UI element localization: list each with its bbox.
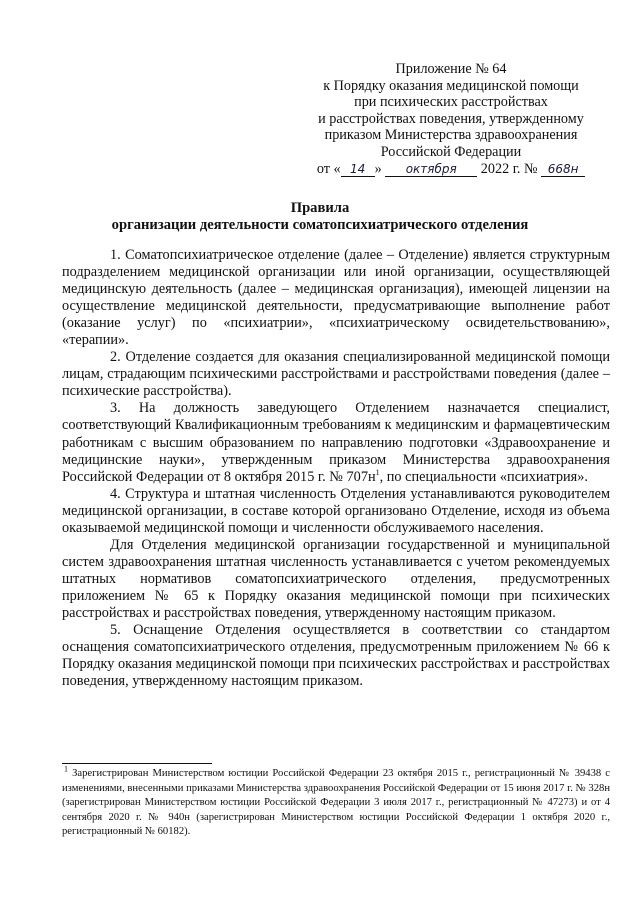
paragraph-1: 1. Соматопсихиатрическое отделение (далее – Отделение) является структурным подразделением медицинской организации или иной организации, осуществляющей медицинскую деятельность (далее – медицинская организация), имеющей лицензии на осуществление медицинской деятельности, предусматривающие выполнение работ (оказание услуг) по «психиатрии», «психиатрическому освидетельствованию», «терапии». — [62, 247, 610, 349]
appendix-line: приказом Министерства здравоохранения — [324, 127, 578, 144]
paragraph-2: 2. Отделение создается для оказания специализированной медицинской помощи лицам, страдающим психическими расстройствами и расстройствами поведения (далее – психические расстройства). — [62, 349, 610, 400]
date-prefix: от « — [316, 160, 341, 177]
paragraph-3-text: 3. На должность заведующего Отделением назначается специалист, соответствующий Квалификационным требованиям к медицинским и фармацевтическим работникам с высшим образованием по направлению подготовки «Здравоохранение и медицинские науки», утвержденным приказом Министерства здравоохранения Российской Федерации от 8 октября 2015 г. № 707н — [62, 400, 610, 485]
year-text: 2022 г. № — [480, 160, 538, 177]
appendix-line: Приложение № 64 — [395, 61, 507, 77]
footnote-text — [62, 764, 610, 840]
document-body — [62, 247, 610, 690]
date-mid: » — [374, 160, 382, 177]
title-line-1: Правила — [290, 200, 350, 216]
paragraph-3 — [62, 400, 610, 485]
appendix-line: к Порядку оказания медицинской помощи — [323, 77, 579, 94]
footnote-separator — [62, 763, 212, 764]
footnote — [62, 764, 610, 840]
appendix-header — [300, 61, 602, 177]
title-line-2: организации деятельности соматопсихиатрического отделения — [111, 217, 529, 233]
appendix-line: Российской Федерации — [380, 143, 522, 160]
handwritten-month: октября — [385, 162, 477, 177]
paragraph-4: 4. Структура и штатная численность Отделения устанавливаются руководителем медицинской организации, в составе которой организовано Отделение, исходя из объема оказываемой медицинской помощи и численности обслуживаемого населения. — [62, 485, 610, 536]
document-title — [62, 200, 578, 234]
footnote-mark: 1 — [64, 764, 68, 774]
footnote-ref: 1 — [375, 467, 380, 477]
appendix-line: и расстройствах поведения, утвержденному — [318, 110, 584, 127]
footnote-body: Зарегистрирован Министерством юстиции Российской Федерации 23 октября 2015 г., регистрационный № 39438 с изменениями, внесенными приказами Министерства здравоохранения Российской Федерации от 15 июня 2017 г. № 328н (зарегистрирован Министерством юстиции Российской Федерации 3 июля 2017 г., регистрационный № 47273) и от 4 сентября 2020 г. № 940н (зарегистрирован Министерством юстиции Российской Федерации 1 октября 2020 г., регистрационный № 60182). — [62, 768, 610, 838]
order-date-line — [300, 161, 602, 178]
paragraph-3-end: , по специальности «психиатрия». — [379, 468, 588, 485]
paragraph-4b: Для Отделения медицинской организации государственной и муниципальной систем здравоохранения штатная численность устанавливается с учетом рекомендуемых штатных нормативов соматопсихиатрического отделения, предусмотренных приложением № 65 к Порядку оказания медицинской помощи при психических расстройствах и расстройствах поведения, утвержденному настоящим приказом. — [62, 536, 610, 621]
handwritten-day: 14 — [341, 162, 375, 177]
appendix-line: при психических расстройствах — [354, 94, 548, 111]
paragraph-5: 5. Оснащение Отделения осуществляется в соответствии со стандартом оснащения соматопсихиатрического отделения, предусмотренным приложением № 66 к Порядку оказания медицинской помощи при психических расстройствах и расстройствах поведения, утвержденному настоящим приказом. — [62, 622, 610, 690]
handwritten-order-number: 668н — [541, 162, 585, 177]
